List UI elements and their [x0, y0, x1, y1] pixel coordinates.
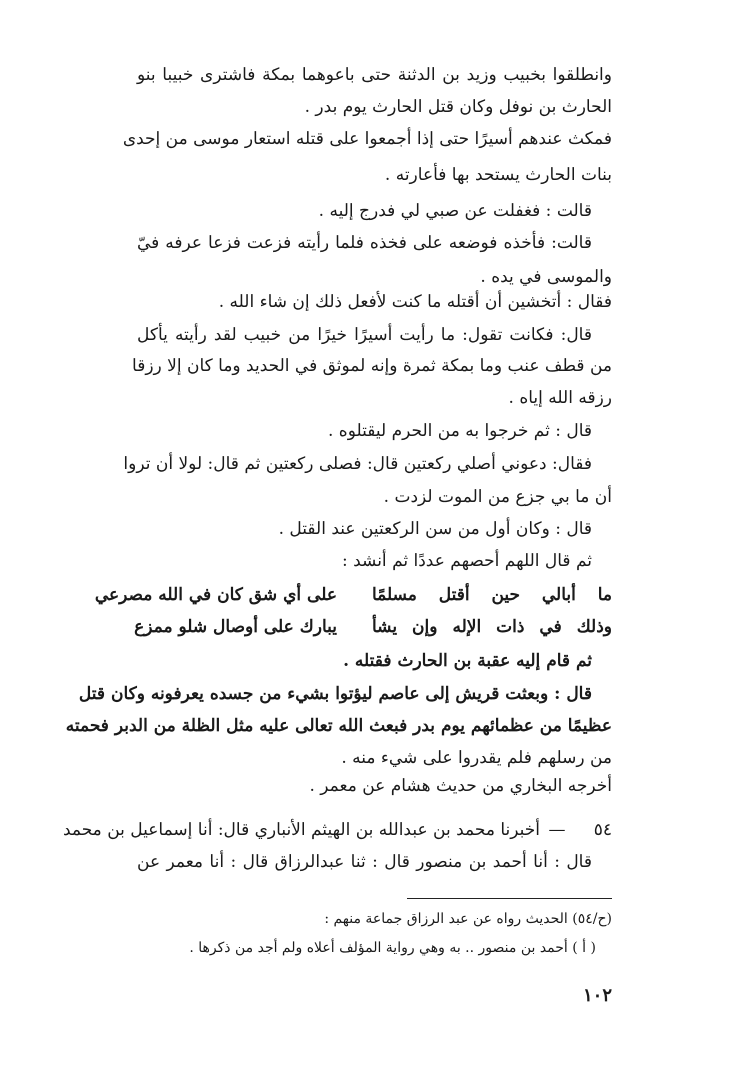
verse-first-hemistich: وذلك في ذات الإله وإن يشأ	[372, 617, 612, 637]
footnote-divider	[407, 898, 612, 899]
text-line: والموسى في يده .	[480, 267, 612, 287]
text-line: ثم قام إليه عقبة بن الحارث فقتله .	[343, 651, 592, 671]
verse-second-hemistich: يبارك على أوصال شلو ممزع	[134, 617, 337, 637]
text-line: أخرجه البخاري من حديث هشام عن معمر .	[309, 776, 612, 796]
text-line: من قطف عنب وما بمكة ثمرة وإنه لموثق في الحديد وما كان إلا رزقا	[132, 356, 612, 376]
hadith-dash: —	[548, 820, 566, 840]
verse-first-hemistich: ما أبالي حين أقتل مسلمًا	[372, 585, 612, 605]
hadith-number: ٥٤	[593, 820, 612, 840]
text-line: قال: فكانت تقول: ما رأيت أسيرًا خيرًا من خبيب لقد رأيته يأكل	[137, 325, 592, 345]
text-line: رزقه الله إياه .	[508, 388, 612, 408]
text-line: ثم قال اللهم أحصهم عددًا ثم أنشد :	[341, 551, 592, 571]
footnote-line: ( أ ) أحمد بن منصور .. به وهي رواية المؤلف أعلاه ولم أجد من ذكرها .	[189, 940, 596, 956]
text-line: قال : ثم خرجوا به من الحرم ليقتلوه .	[328, 421, 592, 441]
text-line: وانطلقوا بخبيب وزيد بن الدثنة حتى باعوهما بمكة فاشترى خبيبا بنو	[137, 65, 612, 85]
text-line: قال : وكان أول من سن الركعتين عند القتل .	[278, 519, 592, 539]
hadith-chain-line: قال : أنا أحمد بن منصور قال : ثنا عبدالرزاق قال : أنا معمر عن	[137, 852, 592, 872]
text-line: من رسلهم فلم يقدروا على شيء منه .	[341, 748, 612, 768]
text-line: فقال: دعوني أصلي ركعتين قال: فصلى ركعتين ثم قال: لولا أن تروا	[123, 454, 592, 474]
hadith-chain-line: أخبرنا محمد بن عبدالله بن الهيثم الأنباري قال: أنا إسماعيل بن محمد	[62, 820, 540, 840]
footnote-line: (ح/٥٤) الحديث رواه عن عبد الرزاق جماعة منهم :	[324, 911, 612, 927]
text-line: بنات الحارث يستحد بها فأعارته .	[384, 165, 612, 185]
text-line: فقال : أتخشين أن أقتله ما كنت لأفعل ذلك إن شاء الله .	[218, 292, 612, 312]
text-line: قالت : فغفلت عن صبي لي فدرج إليه .	[318, 201, 592, 221]
text-line: قالت: فأخذه فوضعه على فخذه فلما رأيته فزعت فزعا عرفه فيّ	[137, 233, 592, 253]
text-line: قال : وبعثت قريش إلى عاصم ليؤتوا بشيء من جسده يعرفونه وكان قتل	[78, 684, 592, 704]
page-number: ١٠٢	[582, 985, 612, 1006]
text-line: أن ما بي جزع من الموت لزدت .	[383, 487, 612, 507]
text-line: الحارث بن نوفل وكان قتل الحارث يوم بدر .	[304, 97, 612, 117]
verse-second-hemistich: على أي شق كان في الله مصرعي	[94, 585, 337, 605]
text-line: عظيمًا من عظمائهم يوم بدر فبعث الله تعالى عليه مثل الظلة من الدبر فحمته	[65, 716, 612, 736]
text-line: فمكث عندهم أسيرًا حتى إذا أجمعوا على قتله استعار موسى من إحدى	[122, 129, 612, 149]
